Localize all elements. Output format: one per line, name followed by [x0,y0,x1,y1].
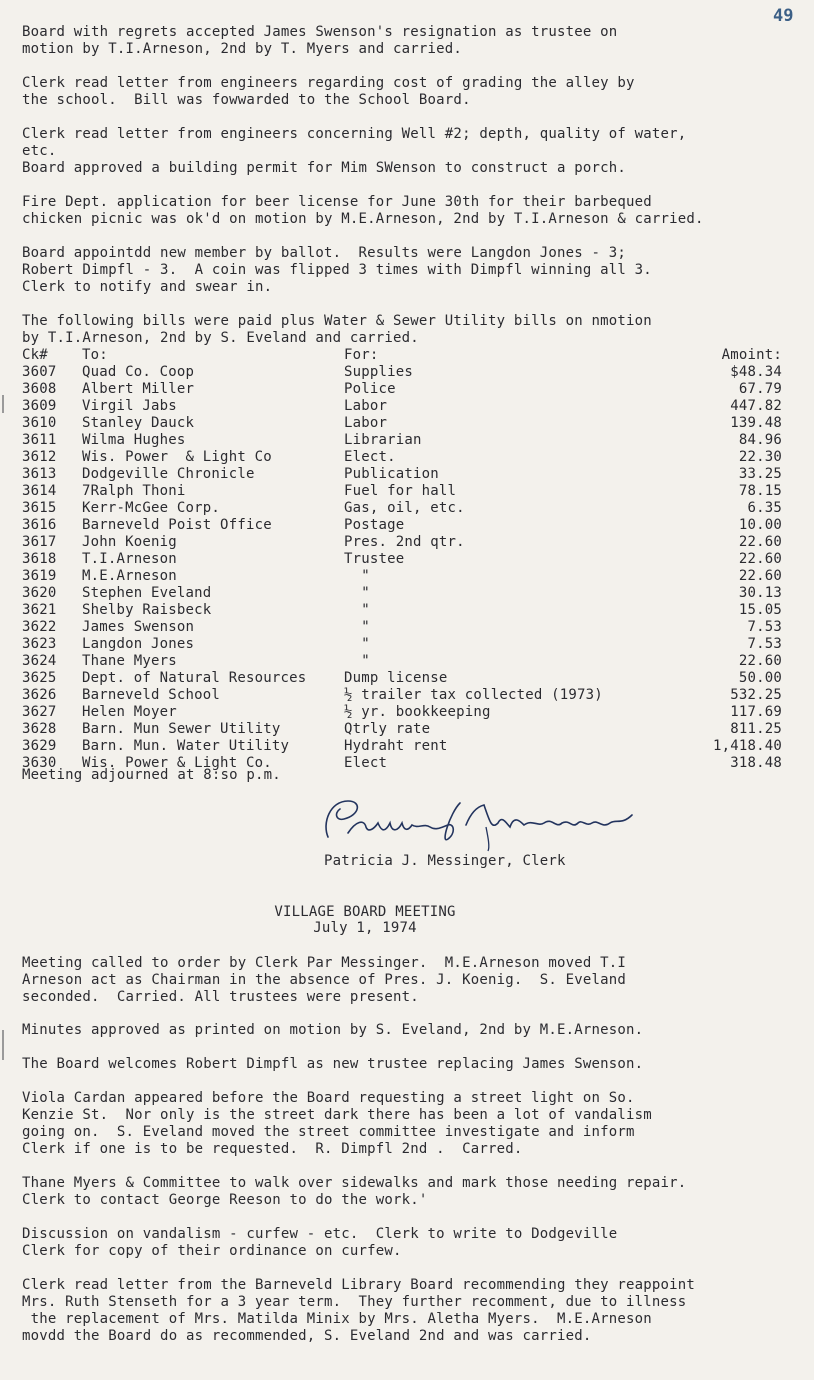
bill-purpose: Labor [344,415,388,431]
bill-payee: T.I.Arneson [82,551,177,567]
bill-payee: Barn. Mun. Water Utility [82,738,290,754]
bill-payee: Barneveld School [82,687,221,703]
paragraph-sidewalks: Thane Myers & Committee to walk over sidewalks and mark those needing repair. Clerk to contact George Reeson to do the work.' [22,1175,687,1208]
bill-row [22,636,782,653]
bill-payee: Albert Miller [82,381,195,397]
bill-ck: 3619 [22,568,57,584]
bill-purpose: Elect [344,755,388,771]
bill-ck: 3624 [22,653,57,669]
bill-amount: 10.00 [738,517,782,533]
paragraph-minutes-approved: Minutes approved as printed on motion by S. Eveland, 2nd by M.E.Arneson. [22,1022,644,1038]
bill-row [22,619,782,636]
page-number: 49 [773,6,794,26]
bill-amount: 139.48 [730,415,782,431]
bill-purpose: " [344,585,370,601]
bill-row [22,517,782,534]
bill-purpose: ½ yr. bookkeeping [344,704,491,720]
bill-ck: 3616 [22,517,57,533]
paragraph-grading-alley: Clerk read letter from engineers regarding cost of grading the alley by the school. Bill was fowwarded to the School Board. [22,75,635,108]
bill-ck: 3626 [22,687,57,703]
adjourned-line: Meeting adjourned at 8:so p.m. [22,767,281,783]
bill-ck: 3621 [22,602,57,618]
bill-ck: 3629 [22,738,57,754]
bill-amount: 67.79 [738,381,782,397]
bill-purpose: Hydraht rent [344,738,448,754]
bill-row [22,738,782,755]
meeting-date: July 1, 1974 [313,920,417,936]
bill-payee: Kerr-McGee Corp. [82,500,221,516]
bill-amount: 84.96 [738,432,782,448]
bill-payee: 7Ralph Thoni [82,483,186,499]
bill-amount: 811.25 [730,721,782,737]
bill-payee: Wilma Hughes [82,432,186,448]
bill-payee: Quad Co. Coop [82,364,195,380]
bill-row [22,398,782,415]
signature-caption: Patricia J. Messinger, Clerk [324,853,566,869]
bill-amount: 7.53 [747,636,782,652]
bill-payee: Barneveld Poist Office [82,517,272,533]
bill-amount: 22.60 [738,653,782,669]
bill-amount: 1,418.40 [712,738,782,754]
meeting-title: VILLAGE BOARD MEETING [274,904,456,920]
bill-payee: Barn. Mun Sewer Utility [82,721,281,737]
bill-amount: 33.25 [738,466,782,482]
paragraph-curfew: Discussion on vandalism - curfew - etc. Clerk to write to Dodgeville Clerk for copy of their ordinance on curfew. [22,1226,618,1259]
bill-payee: Wis. Power & Light Co [82,449,272,465]
bill-ck: 3613 [22,466,57,482]
bill-row [22,432,782,449]
bill-purpose: Pres. 2nd qtr. [344,534,465,550]
bill-row [22,602,782,619]
bill-amount: 50.00 [738,670,782,686]
clerk-signature [320,793,650,853]
bill-amount: 22.60 [738,551,782,567]
bill-row [22,483,782,500]
bill-amount: 22.60 [738,568,782,584]
header-ck: Ck# [22,347,48,363]
bill-ck: 3610 [22,415,57,431]
bill-amount: 117.69 [730,704,782,720]
bill-payee: Shelby Raisbeck [82,602,212,618]
bill-ck: 3618 [22,551,57,567]
paragraph-resignation: Board with regrets accepted James Swenson's resignation as trustee on motion by T.I.Arneson, 2nd by T. Myers and carried. [22,24,618,57]
header-amount: Amoint: [721,347,782,363]
bill-payee: Stanley Dauck [82,415,195,431]
bill-purpose: Supplies [344,364,414,380]
paragraph-beer-license: Fire Dept. application for beer license for June 30th for their barbequed chicken picnic was ok'd on motion by M.E.Arneson, 2nd by T.I.Arneson & carried. [22,194,704,227]
bill-purpose: Police [344,381,396,397]
bill-row [22,364,782,381]
bill-ck: 3627 [22,704,57,720]
bill-payee: James Swenson [82,619,195,635]
bill-payee: Dodgeville Chronicle [82,466,255,482]
bill-ck: 3617 [22,534,57,550]
bill-amount: 22.60 [738,534,782,550]
bill-purpose: " [344,636,370,652]
bill-ck: 3607 [22,364,57,380]
bill-row [22,568,782,585]
bill-row [22,585,782,602]
bill-row [22,381,782,398]
bill-purpose: Trustee [344,551,405,567]
bill-ck: 3612 [22,449,57,465]
bill-ck: 3615 [22,500,57,516]
bill-ck: 3628 [22,721,57,737]
bill-row [22,653,782,670]
paragraph-ballot: Board appointdd new member by ballot. Results were Langdon Jones - 3; Robert Dimpfl - 3. A coin was flipped 3 times with Dimpfl winning all 3. Clerk to notify and swear in. [22,245,652,295]
bill-ck: 3622 [22,619,57,635]
bill-ck: 3608 [22,381,57,397]
bill-row [22,551,782,568]
bill-purpose: Gas, oil, etc. [344,500,465,516]
bill-purpose: Publication [344,466,439,482]
bill-purpose: Qtrly rate [344,721,431,737]
bill-ck: 3611 [22,432,57,448]
bill-amount: 22.30 [738,449,782,465]
bill-row [22,500,782,517]
bill-row [22,704,782,721]
paragraph-new-trustee: The Board welcomes Robert Dimpfl as new trustee replacing James Swenson. [22,1056,644,1072]
bill-ck: 3609 [22,398,57,414]
bill-ck: 3620 [22,585,57,601]
bill-purpose: Elect. [344,449,396,465]
bill-payee: Dept. of Natural Resources [82,670,307,686]
bill-row [22,687,782,704]
bill-amount: 6.35 [747,500,782,516]
bill-purpose: " [344,602,370,618]
paragraph-street-light: Viola Cardan appeared before the Board requesting a street light on So. Kenzie St. Nor only is the street dark there has been a lot of vandalism going on. S. Eveland moved the street committee investigate and inform Clerk if one is to be requested. R. Dimpfl 2nd . Carred. [22,1090,652,1157]
margin-mark [2,1030,4,1060]
header-to: To: [82,347,108,363]
bill-row [22,534,782,551]
bill-ck: 3625 [22,670,57,686]
bill-amount: 30.13 [738,585,782,601]
bill-purpose: Dump license [344,670,448,686]
bill-amount: 447.82 [730,398,782,414]
header-for: For: [344,347,379,363]
bill-payee: M.E.Arneson [82,568,177,584]
bill-row [22,466,782,483]
bill-amount: 78.15 [738,483,782,499]
bill-payee: Stephen Eveland [82,585,212,601]
bills-header-row [22,347,782,364]
bill-amount: 15.05 [738,602,782,618]
bill-purpose: ½ trailer tax collected (1973) [344,687,603,703]
bill-payee: John Koenig [82,534,177,550]
bill-row [22,415,782,432]
bill-ck: 3614 [22,483,57,499]
bill-purpose: " [344,619,370,635]
bill-row [22,670,782,687]
bill-ck: 3623 [22,636,57,652]
bill-amount: $48.34 [730,364,782,380]
bill-payee: Thane Myers [82,653,177,669]
bill-amount: 532.25 [730,687,782,703]
bill-amount: 7.53 [747,619,782,635]
bill-payee: Helen Moyer [82,704,177,720]
bill-purpose: Labor [344,398,388,414]
bill-purpose: Librarian [344,432,422,448]
bill-purpose: " [344,568,370,584]
margin-mark [2,395,4,413]
bill-payee: Langdon Jones [82,636,195,652]
paragraph-bills-intro: The following bills were paid plus Water & Sewer Utility bills on nmotion by T.I.Arneson, 2nd by S. Eveland and carried. [22,313,652,346]
bill-payee: Wis. Power & Light Co. [82,755,272,771]
bill-purpose: Postage [344,517,405,533]
paragraph-well-permit: Clerk read letter from engineers concerning Well #2; depth, quality of water, etc. Board approved a building permit for Mim SWenson to construct a porch. [22,126,687,176]
bill-row [22,449,782,466]
paragraph-call-to-order: Meeting called to order by Clerk Par Messinger. M.E.Arneson moved T.I Arneson act as Chairman in the absence of Pres. J. Koenig. S. Eveland seconded. Carried. All trustees were present. [22,955,627,1005]
bill-purpose: " [344,653,370,669]
bill-amount: 318.48 [730,755,782,771]
bill-ck: 3630 [22,755,57,771]
bill-row [22,721,782,738]
paragraph-library-board: Clerk read letter from the Barneveld Library Board recommending they reappoint Mrs. Ruth Stenseth for a 3 year term. They further recomment, due to illness the replacement of Mrs. Matilda Minix by Mrs. Aletha Myers. M.E.Arneson movdd the Board do as recommended, S. Eveland 2nd and was carried. [22,1277,696,1344]
bill-payee: Virgil Jabs [82,398,177,414]
bill-purpose: Fuel for hall [344,483,457,499]
